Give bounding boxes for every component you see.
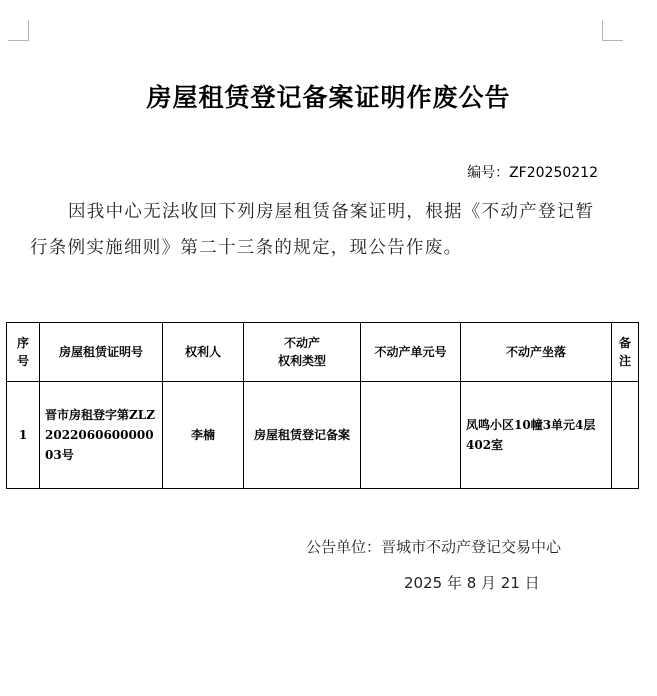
document-number: 编号：ZF20250212 <box>467 165 598 181</box>
announcing-unit: 公告单位：晋城市不动产登记交易中心 <box>306 538 562 556</box>
table-header-row <box>7 323 639 382</box>
header-right-type: 不动产 权利类型 <box>244 323 361 382</box>
void-notice-table <box>6 322 639 489</box>
header-seq: 序 号 <box>7 323 40 382</box>
table-row <box>7 382 639 489</box>
header-cert-no: 房屋租赁证明号 <box>40 323 163 382</box>
header-unit-no: 不动产单元号 <box>361 323 461 382</box>
body-paragraph <box>30 194 610 266</box>
header-holder: 权利人 <box>163 323 244 382</box>
page-corner-mark-top-right <box>602 20 623 41</box>
cell-right-type: 房屋租赁登记备案 <box>244 382 361 489</box>
header-location: 不动产坐落 <box>461 323 612 382</box>
cell-location: 凤鸣小区10幢3单元4层402室 <box>461 382 612 489</box>
cell-holder: 李楠 <box>163 382 244 489</box>
body-text: 因我中心无法收回下列房屋租赁备案证明，根据《不动产登记暂行条例实施细则》第二十三条的规定，现公告作废。 <box>30 202 595 258</box>
announcement-date: 2025 年 8 月 21 日 <box>404 574 540 592</box>
page-title: 房屋租赁登记备案证明作废公告 <box>146 83 511 112</box>
page-corner-mark-top-left <box>8 20 29 41</box>
header-remark: 备 注 <box>612 323 639 382</box>
cell-remark <box>612 382 639 489</box>
cell-unit-no <box>361 382 461 489</box>
cell-cert-no: 晋市房租登字第ZLZ202206060000003号 <box>40 382 163 489</box>
cell-seq: 1 <box>7 382 40 489</box>
